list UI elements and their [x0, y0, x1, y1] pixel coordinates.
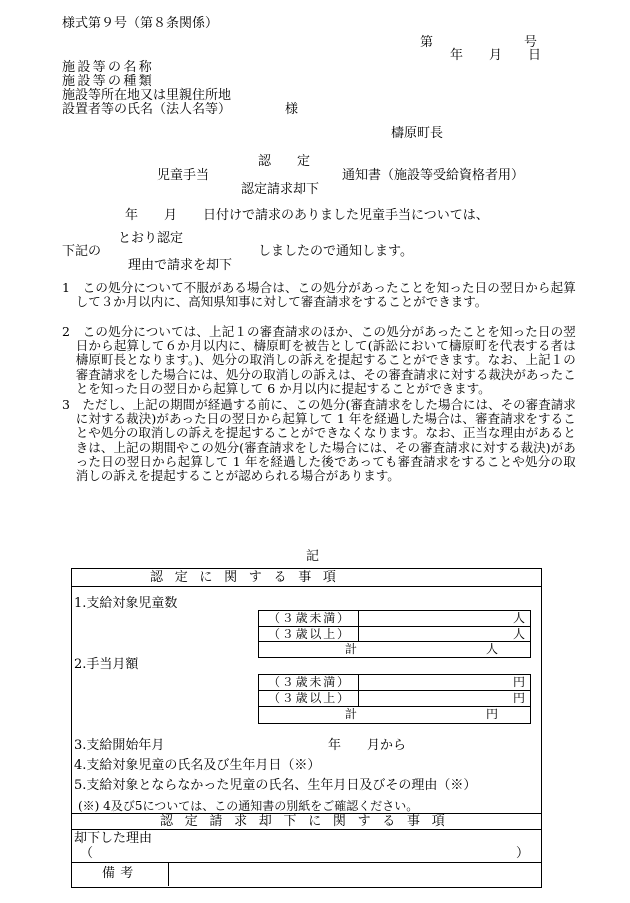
title-suffix: 通知書（施設等受給資格者用） [342, 168, 525, 183]
sender-title: 檮原町長 [391, 126, 444, 141]
item3-value: 年 月から [328, 738, 407, 753]
rejection-reason-label: 却下した理由 [74, 831, 153, 846]
remarks-label: 備考 [102, 866, 139, 881]
item1-label: 1.支給対象児童数 [74, 596, 178, 611]
amount-under3-label: （３歳未満） [268, 675, 351, 689]
count-under3-label: （３歳未満） [268, 611, 351, 625]
intro-tail: しましたので通知します。 [258, 244, 413, 259]
count-total-label: 計 [345, 642, 358, 656]
appeal-note-3: 3 ただし、上記の期間が経過する前に、この処分(審査請求をした場合には、その審査請求に対する裁決)があった日の翌日から起算して 1 年を経過した場合は、審査請求をすることや処分の取消しの訴えを提起することができなくなります。なお、正当な理由があるときは、上記の期間やこの処分(審査請求をした場合には、その審査請求に対する裁決)があった日の翌日から起算して 1 年を経過した後であっても審査請求をすることや処分の取消しの訴えを提起することが認められる場合があります。 [62, 397, 576, 484]
appeal-note-2: 2 この処分については、上記１の審査請求のほか、この処分があったことを知った日の翌日から起算して６か月以内に、檮原町を被告として(訴訟において檮原町を代表する者は檮原町長となります。)、処分の取消しの訴えを提起することができます。なお、上記１の審査請求をした場合には、処分の取消しの訴えは、その審査請求に対する裁決があったことを知った日の翌日から起算して 6 か月以内に提起することができます。 [62, 324, 576, 396]
item3-label: 3.支給開始年月 [74, 738, 165, 753]
amount-under3-unit: 円 [513, 675, 526, 689]
amount-total-label: 計 [345, 707, 358, 721]
attachment-note: (※) 4及び5については、この通知書の別紙をご確認ください。 [78, 799, 419, 813]
honorific: 様 [285, 102, 299, 117]
date-label: 年 月 日 [450, 48, 542, 63]
ki-label: 記 [306, 549, 320, 564]
title-option-approve: 認 定 [258, 154, 311, 169]
item4-label: 4.支給対象児童の氏名及び生年月日（※） [74, 758, 321, 773]
approval-section-header: 認定に関する事項 [150, 570, 348, 585]
intro-option-reject: 理由で請求を却下 [128, 258, 233, 273]
count-under3-unit: 人 [513, 611, 526, 625]
title-option-reject: 認定請求却下 [241, 182, 320, 197]
title-prefix: 児童手当 [157, 168, 210, 183]
facility-address-label: 施設等所在地又は里親住所地 [62, 88, 232, 103]
intro-option-approve: とおり認定 [118, 231, 184, 246]
document-number-label: 第 号 [420, 35, 538, 50]
rejection-reason-close-paren: ） [516, 846, 530, 861]
intro-line: 年 月 日付けで請求のありました児童手当については、 [125, 208, 489, 223]
amount-over3-label: （３歳以上） [268, 691, 351, 705]
count-over3-label: （３歳以上） [268, 627, 351, 641]
facility-name-label: 施設等の名称 [62, 60, 155, 75]
rejection-reason-open-paren: （ [80, 846, 94, 861]
facility-type-label: 施設等の種類 [62, 74, 155, 89]
intro-lead: 下記の [62, 244, 102, 259]
item2-label: 2.手当月額 [74, 657, 139, 672]
rejection-section-header: 認定請求却下に関する事項 [160, 814, 457, 829]
item5-label: 5.支給対象とならなかった児童の氏名、生年月日及びその理由（※） [74, 778, 477, 793]
amount-total-unit: 円 [486, 707, 499, 721]
count-over3-unit: 人 [513, 627, 526, 641]
amount-over3-unit: 円 [513, 691, 526, 705]
appeal-note-1: 1 この処分について不服がある場合は、この処分があったことを知った日の翌日から起算して３か月以内に、高知県知事に対して審査請求をすることができます。 [62, 280, 576, 310]
count-total-unit: 人 [486, 642, 499, 656]
installer-name-label: 設置者等の氏名（法人名等） [62, 102, 232, 117]
form-number: 様式第９号（第８条関係） [62, 16, 219, 31]
